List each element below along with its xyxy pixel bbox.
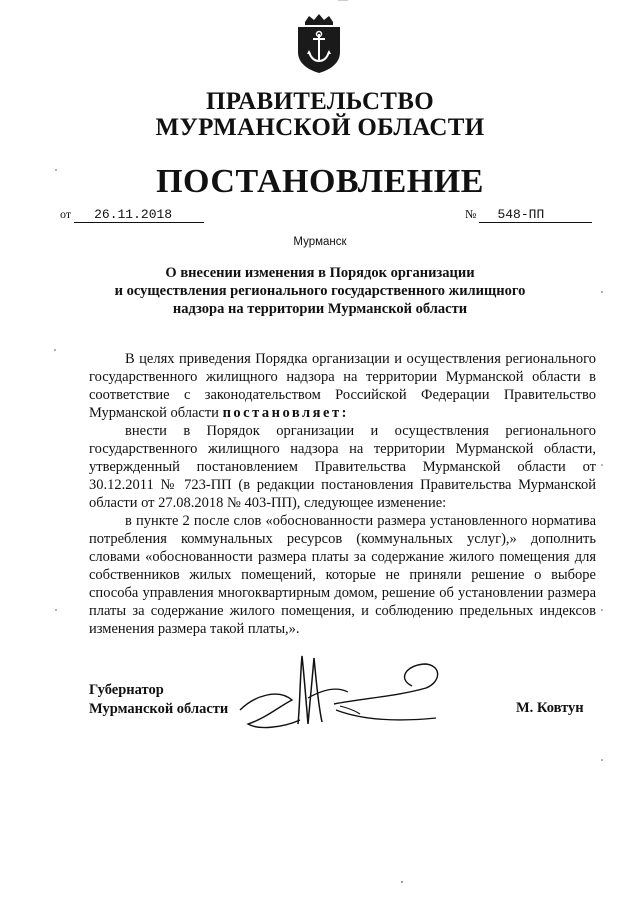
signatory-name: М. Ковтун (516, 700, 584, 716)
date-value: 26.11.2018 (74, 207, 204, 223)
date-prefix: от (60, 207, 72, 221)
city-name: Мурманск (293, 236, 347, 248)
preamble-text: В целях приведения Порядка организации и осуществления регионального государственного жилищного надзора на территории Мурманской области в соответствие с законодательством Российской Федерации Правительство Мурманской области (89, 351, 596, 421)
number-value: 548-ПП (479, 207, 592, 223)
paragraph-change: в пункте 2 после слов «обоснованности размера установленного норматива потребления коммунальных ресурсов (коммунальных услуг),» дополнить словами «обоснованности размера платы за содержание жилого помещения для собственников жилых помещений, которые не приняли решение о выборе способа управления многоквартирным домом, решение об установлении размера платы за содержание жилого помещения, и соблюдению предельных индексов изменения размера такой платы,». (89, 513, 596, 637)
document-type: ПОСТАНОВЛЕНИЕ (156, 163, 484, 200)
number-prefix: № (465, 207, 477, 221)
title-line1: О внесении изменения в Порядок организации (165, 265, 475, 281)
organization-name-line2: МУРМАНСКОЙ ОБЛАСТИ (155, 114, 485, 141)
title-line2: и осуществления регионального государственного жилищного (114, 283, 526, 299)
paragraph-amendment: внести в Порядок организации и осуществления регионального государственного жилищного надзора на территории Мурманской области, утвержденный постановлением Правительства Мурманской области от 30.12.2011 № 723-ПП (в редакции постановления Правительства Мурманской области от 27.08.2018 № 403-ПП), следующее изменение: (89, 423, 596, 511)
title-line3: надзора на территории Мурманской области (172, 301, 468, 317)
resolution-verb: постановляет: (222, 405, 349, 421)
organization-name-line1: ПРАВИТЕЛЬСТВО (206, 88, 434, 115)
position-line1: Губернатор (89, 682, 164, 698)
position-line2: Мурманской области (89, 701, 229, 717)
